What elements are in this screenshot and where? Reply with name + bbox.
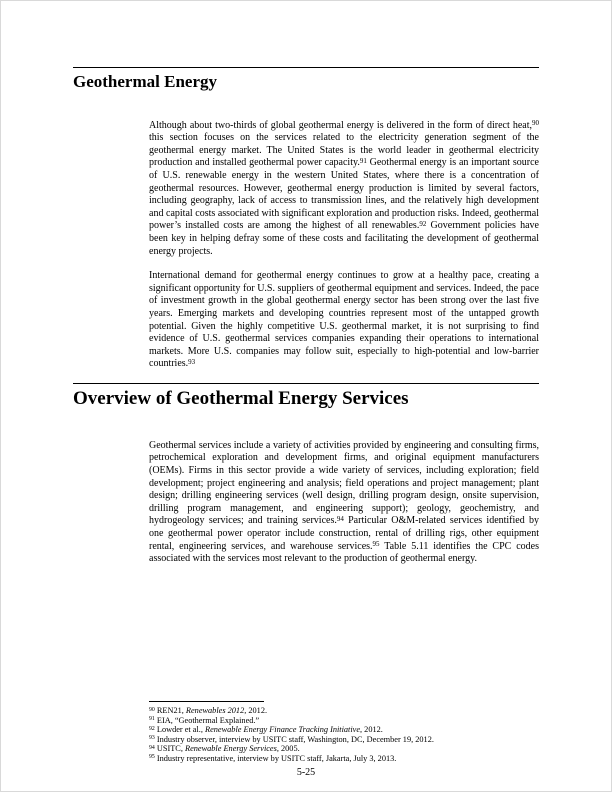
text-run: USITC, xyxy=(154,744,185,753)
footnote-94 xyxy=(149,744,539,754)
footnote-reference: 95 xyxy=(149,754,155,761)
footnote-reference: 92 xyxy=(149,725,155,732)
text-run: Industry observer, interview by USITC staff, Washington, DC, December 19, 2012. xyxy=(154,734,434,744)
text-run: Geothermal services include a variety of activities provided by engineering and consulting firms, petrochemical exploration and development firms, and original equipment manufacturers (OEMs). Firms in this sector provide a wide variety of services, including exploration; field development; project engineering and analysis; field operations and project management; plant design; drilling engineering services (well design, drilling program design, onsite supervision, drilling program management, and engineering support); geology, geochemistry, and hydrogeology services; and training services. xyxy=(149,439,539,527)
text-run: Geothermal energy is an important source of U.S. renewable energy in the western United States, where there is a concentration of geothermal resources. However, geothermal energy production is limited by several factors, including geography, lack of access to transmission lines, and the relatively high development and capital costs associated with significant exploration and production risks. Indeed, geothermal power’s installed costs are among the highest of all renewables. xyxy=(149,157,539,232)
footnote-91 xyxy=(149,716,539,726)
text-run: International demand for geothermal energy continues to grow at a healthy pace, creating a significant opportunity for U.S. suppliers of geothermal equipment and services. Indeed, the pace of investment growth in the global geothermal energy sector has been strong over the last five years. Emerging markets and developing countries represent most of the untapped growth potential. Given the highly competitive U.S. geothermal market, it is not surprising to find evidence of U.S. geothermal services companies expanding their operations to international markets. More U.S. companies may follow suit, especially to high-potential and low-barrier countries. xyxy=(149,270,539,370)
text-run: Renewable Energy Services xyxy=(185,744,277,753)
footnote-95 xyxy=(149,754,539,764)
text-run: Industry representative, interview by USITC staff, Jakarta, July 3, 2013. xyxy=(154,753,397,763)
section-rule xyxy=(73,67,539,68)
text-run: REN21, xyxy=(154,706,186,715)
section-geothermal-energy xyxy=(73,67,539,371)
footnote-92 xyxy=(149,725,539,735)
text-run: Renewables 2012 xyxy=(185,706,245,715)
footnote-separator xyxy=(149,701,264,702)
text-run: , 2005. xyxy=(276,744,300,753)
section-heading-geothermal-energy: Geothermal Energy xyxy=(73,72,217,91)
text-run: Although about two-thirds of global geothermal energy is delivered in the form of direct heat, xyxy=(149,119,532,131)
paragraph-services-overview xyxy=(73,440,539,566)
footnote-reference: 90 xyxy=(149,706,155,713)
footnote-reference: 92 xyxy=(419,219,427,228)
footnote-reference: 91 xyxy=(359,156,367,165)
paragraph-direct-heat xyxy=(73,120,539,259)
page-number: 5-25 xyxy=(296,767,316,778)
text-run: Government policies have been key in helping defray some of these costs and facilitating the development of geothermal energy projects. xyxy=(149,220,539,257)
section-heading-overview: Overview of Geothermal Energy Services xyxy=(73,387,409,409)
text-run: Renewable Energy Finance Tracking Initiative xyxy=(205,725,361,734)
text-run: EIA, “Geothermal Explained.” xyxy=(154,715,260,725)
footnote-reference: 91 xyxy=(149,716,155,723)
text-run: Lowder et al., xyxy=(154,725,206,734)
section-overview-of-services xyxy=(73,383,539,566)
text-run: this section focuses on the services related to the electricity generation segment of the geothermal energy market. The United States is the world leader in geothermal electricity production and installed geothermal power capacity. xyxy=(149,132,539,169)
footnote-reference: 93 xyxy=(149,735,155,742)
footnote-reference: 94 xyxy=(149,744,155,751)
footnote-reference: 90 xyxy=(532,118,539,127)
paragraph-international-demand xyxy=(73,270,539,371)
text-run: Particular O&M-related services identified by one geothermal power operator include construction, rental of drilling rigs, other equipment rental, engineering services, and warehouse services. xyxy=(149,515,539,552)
section-rule xyxy=(73,383,539,384)
footnotes-area xyxy=(149,701,539,763)
footnote-reference: 94 xyxy=(336,514,344,523)
text-run: , 2012. xyxy=(244,706,268,715)
footnote-reference: 93 xyxy=(188,357,196,366)
footnote-93 xyxy=(149,735,539,745)
text-run: , 2012. xyxy=(360,725,383,734)
text-run: Table 5.11 identifies the CPC codes associated with the services most relevant to the production of geothermal energy. xyxy=(149,540,539,565)
page-content xyxy=(1,1,611,566)
footnote-reference: 95 xyxy=(372,539,380,548)
footnote-90 xyxy=(149,706,539,716)
